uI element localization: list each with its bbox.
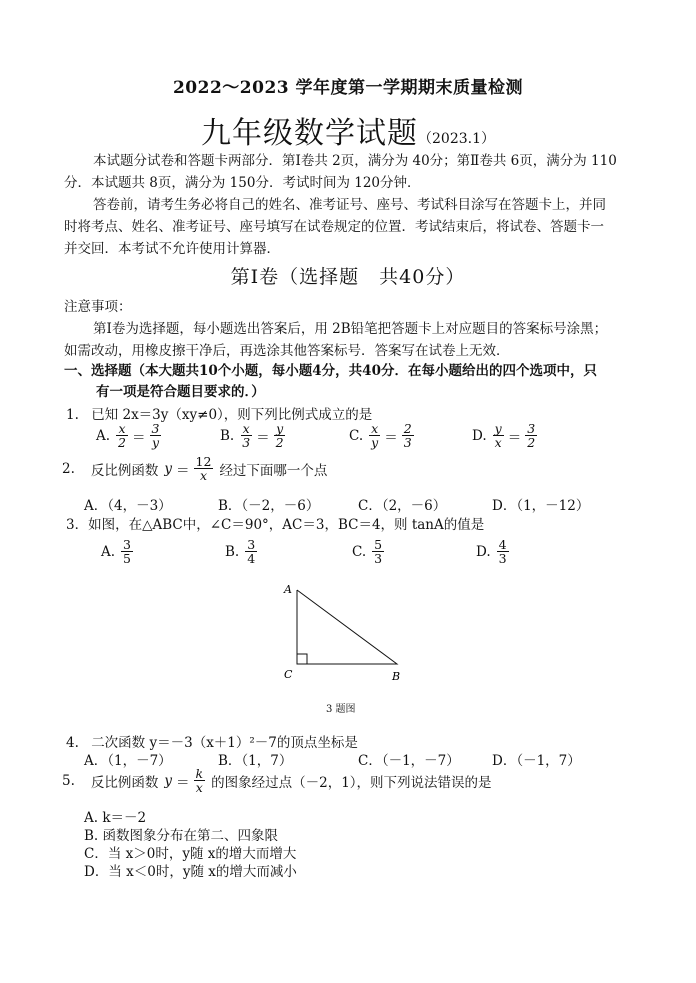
q2-option-b[interactable]: B．（－2，－6） [218,498,320,514]
q2: 2. 反比例函数 y ＝ $\frac{12}{x}$ 经过下面哪一个点 [62,454,328,483]
q4-number: 4. [66,735,79,751]
right-angle-mark [297,654,307,664]
q1-option-b[interactable]: B. $\frac{x}{3}$ ＝ $\frac{y}{2}$ [220,421,284,450]
q1-option-d[interactable]: D. $\frac{y}{x}$ ＝ $\frac{3}{2}$ [472,421,536,450]
q3-option-a[interactable]: A. $\frac{3}{5}$ [101,537,131,566]
part1-line-2: 有一项是符合题目要求的．） [96,384,265,400]
q2-option-c[interactable]: C．（2，－6） [358,498,447,514]
intro-line-2: 分．本试题共 8页，满分为 150分．考试时间为 120分钟． [64,175,421,191]
q1-stem: 已知 2x＝3y（xy≠0），则下列比例式成立的是 [91,407,373,423]
exam-header: 2022～2023 学年度第一学期期末质量检测 [172,78,524,98]
q5-number: 5. [62,772,75,789]
intro-line-5: 并交回．本考试不允许使用计算器． [64,241,280,257]
notice-label: 注意事项： [64,299,132,315]
title-main: 九年级数学试题 [201,116,418,151]
q4-option-c[interactable]: C．（－1，－7） [358,753,460,769]
q3-stem: 3．如图，在△ABC中，∠C＝90°，AC＝3，BC＝4，则 tanA的值是 [66,517,485,533]
q2-option-d[interactable]: D．（1，－12） [492,498,590,514]
q2-stem-pre: 反比例函数 [90,462,159,479]
q4 [66,731,358,751]
vertex-label-c: C [284,668,293,681]
q5-option-a[interactable]: A. k＝－2 [84,810,147,826]
q4-stem: 二次函数 y＝－3（x＋1）²－7的顶点坐标是 [91,735,358,751]
q1 [66,403,372,423]
vertex-label-b: B [392,670,401,683]
q5: 5. 反比例函数 y ＝ $\frac{k}{x}$ 的图象经过点（－2，1），则下列说法错误的是 [62,766,492,795]
q1-option-c[interactable]: C. $\frac{x}{y}$ ＝ $\frac{2}{3}$ [349,421,412,450]
q1-number: 1. [66,407,79,423]
q5-option-b[interactable]: B. 函数图象分布在第二、四象限 [84,828,279,844]
figure-caption: 3 题图 [326,704,356,715]
q4-option-a[interactable]: A．（1，－7） [84,753,172,769]
q2-number: 2. [62,460,75,477]
part1-line-1: 一、选择题（本大题共10个小题，每小题4分，共40分．在每小题给出的四个选项中，只 [64,363,597,379]
triangle-abc [297,590,397,664]
q1-option-a[interactable]: A. $\frac{x}{2}$ ＝ $\frac{3}{y}$ [96,421,160,450]
intro-line-4: 时将考点、姓名、准考证号、座号填写在试卷规定的位置．考试结束后，将试卷、答题卡一 [64,219,604,235]
q2-stem-post: 经过下面哪一个点 [219,462,328,479]
q4-option-d[interactable]: D．（－1，7） [492,753,581,769]
triangle-figure [278,578,418,686]
q4-option-b[interactable]: B．（1，7） [218,753,293,769]
intro-line-1: 本试题分试卷和答题卡两部分．第Ⅰ卷共 2页，满分为 40分；第Ⅱ卷共 6页，满分为 110 [93,153,617,169]
q3-option-d[interactable]: D. $\frac{4}{3}$ [476,537,507,566]
notice-line-1: 第Ⅰ卷为选择题，每小题选出答案后，用 2B铅笔把答题卡上对应题目的答案标号涂黑； [93,321,608,337]
q3-option-c[interactable]: C. $\frac{5}{3}$ [352,537,383,566]
vertex-label-a: A [284,583,292,596]
section-title: 第Ⅰ卷（选择题 共40分） [230,266,466,288]
q3-option-b[interactable]: B. $\frac{3}{4}$ [225,537,256,566]
q5-stem-pre: 反比例函数 [90,774,159,791]
notice-line-2: 如需改动，用橡皮擦干净后，再选涂其他答案标号．答案写在试卷上无效． [64,343,510,359]
q5-option-d[interactable]: D．当 x＜0时，y随 x的增大而减小 [84,864,297,880]
q5-option-c[interactable]: C．当 x＞0时，y随 x的增大而增大 [84,846,297,862]
intro-line-3: 答卷前，请考生务必将自己的姓名、准考证号、座号、考试科目涂写在答题卡上，并同 [93,197,606,213]
q5-stem-post: 的图象经过点（－2，1），则下列说法错误的是 [211,774,492,791]
title-year: （2023.1） [418,131,495,147]
q2-option-a[interactable]: A．（4，－3） [84,498,172,514]
exam-title [0,108,696,152]
